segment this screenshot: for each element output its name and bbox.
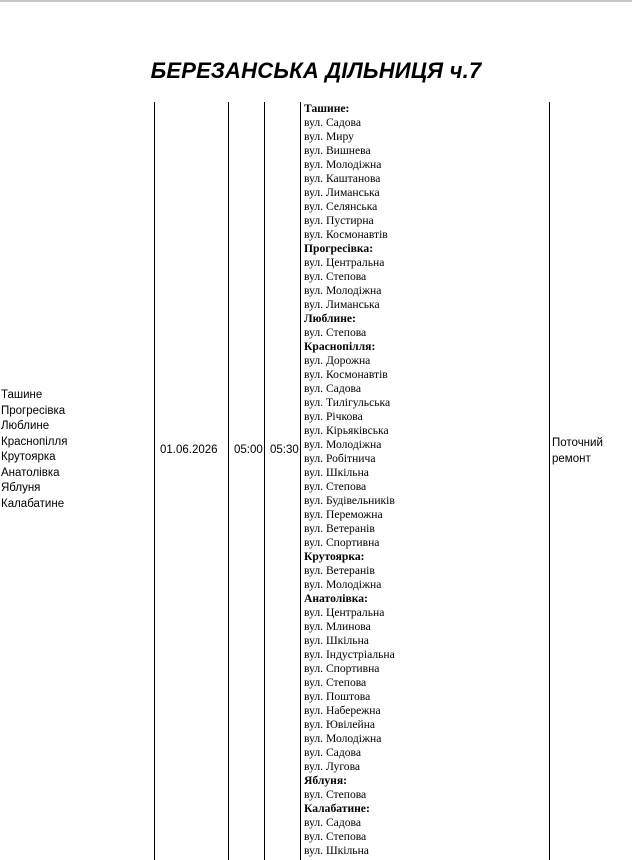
column-border: [549, 102, 550, 860]
street-item: вул. Садова: [304, 816, 361, 829]
column-border: [228, 102, 229, 860]
street-item: вул. Степова: [304, 830, 367, 843]
street-item: вул. Поштова: [304, 690, 371, 703]
top-rule: [0, 0, 632, 2]
streets-cell: [304, 102, 548, 858]
settlement-name: Калабатине: [1, 497, 65, 510]
street-item: вул. Лугова: [304, 760, 361, 773]
reason-cell: Поточний ремонт: [552, 437, 603, 465]
street-item: вул. Ветеранів: [304, 522, 375, 535]
street-item: вул. Центральна: [304, 606, 385, 619]
street-item: вул. Молодіжна: [304, 578, 382, 591]
street-item: вул. Степова: [304, 480, 367, 493]
street-item: вул. Ветеранів: [304, 564, 375, 577]
street-item: вул. Космонавтів: [304, 368, 388, 381]
street-item: вул. Степова: [304, 788, 367, 801]
column-border: [154, 102, 155, 860]
time-end-cell: 05:30: [270, 444, 299, 456]
street-item: вул. Спортивна: [304, 662, 380, 675]
street-item: вул. Будівельників: [304, 494, 395, 507]
settlements-cell: [1, 388, 67, 512]
settlement-heading: Яблуня:: [304, 774, 347, 787]
settlement-heading: Прогресівка:: [304, 242, 374, 255]
street-item: вул. Молодіжна: [304, 438, 382, 451]
settlement-name: Крутоярка: [1, 451, 56, 463]
street-item: вул. Річкова: [304, 410, 363, 423]
settlement-heading: Крутоярка:: [304, 550, 365, 563]
street-item: вул. Млинова: [304, 620, 371, 633]
street-item: вул. Робітнича: [304, 452, 376, 465]
street-item: вул. Садова: [304, 746, 361, 759]
settlement-name: Ташине: [1, 389, 43, 401]
street-item: вул. Набережна: [304, 704, 381, 717]
street-item: вул. Дорожна: [304, 354, 371, 367]
street-item: вул. Молодіжна: [304, 158, 382, 171]
street-item: вул. Ювілейна: [304, 718, 376, 731]
settlement-heading: Ташине:: [304, 102, 350, 115]
date-cell: 01.06.2026: [160, 444, 218, 456]
settlement-heading: Калабатине:: [304, 802, 370, 815]
street-item: вул. Космонавтів: [304, 228, 388, 241]
street-item: вул. Шкільна: [304, 634, 369, 647]
street-item: вул. Переможна: [304, 508, 383, 521]
street-item: вул. Степова: [304, 676, 367, 689]
street-item: вул. Садова: [304, 116, 361, 129]
settlement-name: Анатолівка: [1, 466, 60, 479]
street-item: вул. Кірьяківська: [304, 424, 389, 437]
street-item: вул. Молодіжна: [304, 284, 382, 297]
column-border: [300, 102, 301, 860]
street-item: вул. Лиманська: [304, 298, 380, 311]
settlement-name: Краснопілля: [1, 435, 68, 448]
street-item: вул. Миру: [304, 130, 354, 143]
settlement-name: Прогресівка: [1, 404, 66, 417]
settlement-name: Люблине: [1, 420, 50, 432]
street-item: вул. Центральна: [304, 256, 385, 269]
street-item: вул. Тилігульська: [304, 396, 391, 409]
street-item: вул. Шкільна: [304, 466, 369, 479]
street-item: вул. Лиманська: [304, 186, 380, 199]
settlement-name: Яблуня: [1, 482, 41, 494]
street-item: вул. Садова: [304, 382, 361, 395]
street-item: вул. Молодіжна: [304, 732, 382, 745]
street-item: вул. Шкільна: [304, 844, 369, 857]
settlement-heading: Люблине:: [304, 312, 356, 325]
street-item: вул. Каштанова: [304, 172, 381, 185]
settlement-heading: Краснопілля:: [304, 340, 376, 353]
column-border: [264, 102, 265, 860]
street-item: вул. Пустирна: [304, 214, 374, 227]
street-item: вул. Індустріальна: [304, 648, 395, 661]
time-start-cell: 05:00: [234, 444, 263, 456]
settlement-heading: Анатолівка:: [304, 592, 368, 605]
street-item: вул. Селянська: [304, 200, 378, 213]
street-item: вул. Степова: [304, 270, 367, 283]
page-title: БЕРЕЗАНСЬКА ДІЛЬНИЦЯ ч.7: [150, 58, 482, 83]
street-item: вул. Спортивна: [304, 536, 380, 549]
street-item: вул. Степова: [304, 326, 367, 339]
street-item: вул. Вишнева: [304, 144, 371, 157]
